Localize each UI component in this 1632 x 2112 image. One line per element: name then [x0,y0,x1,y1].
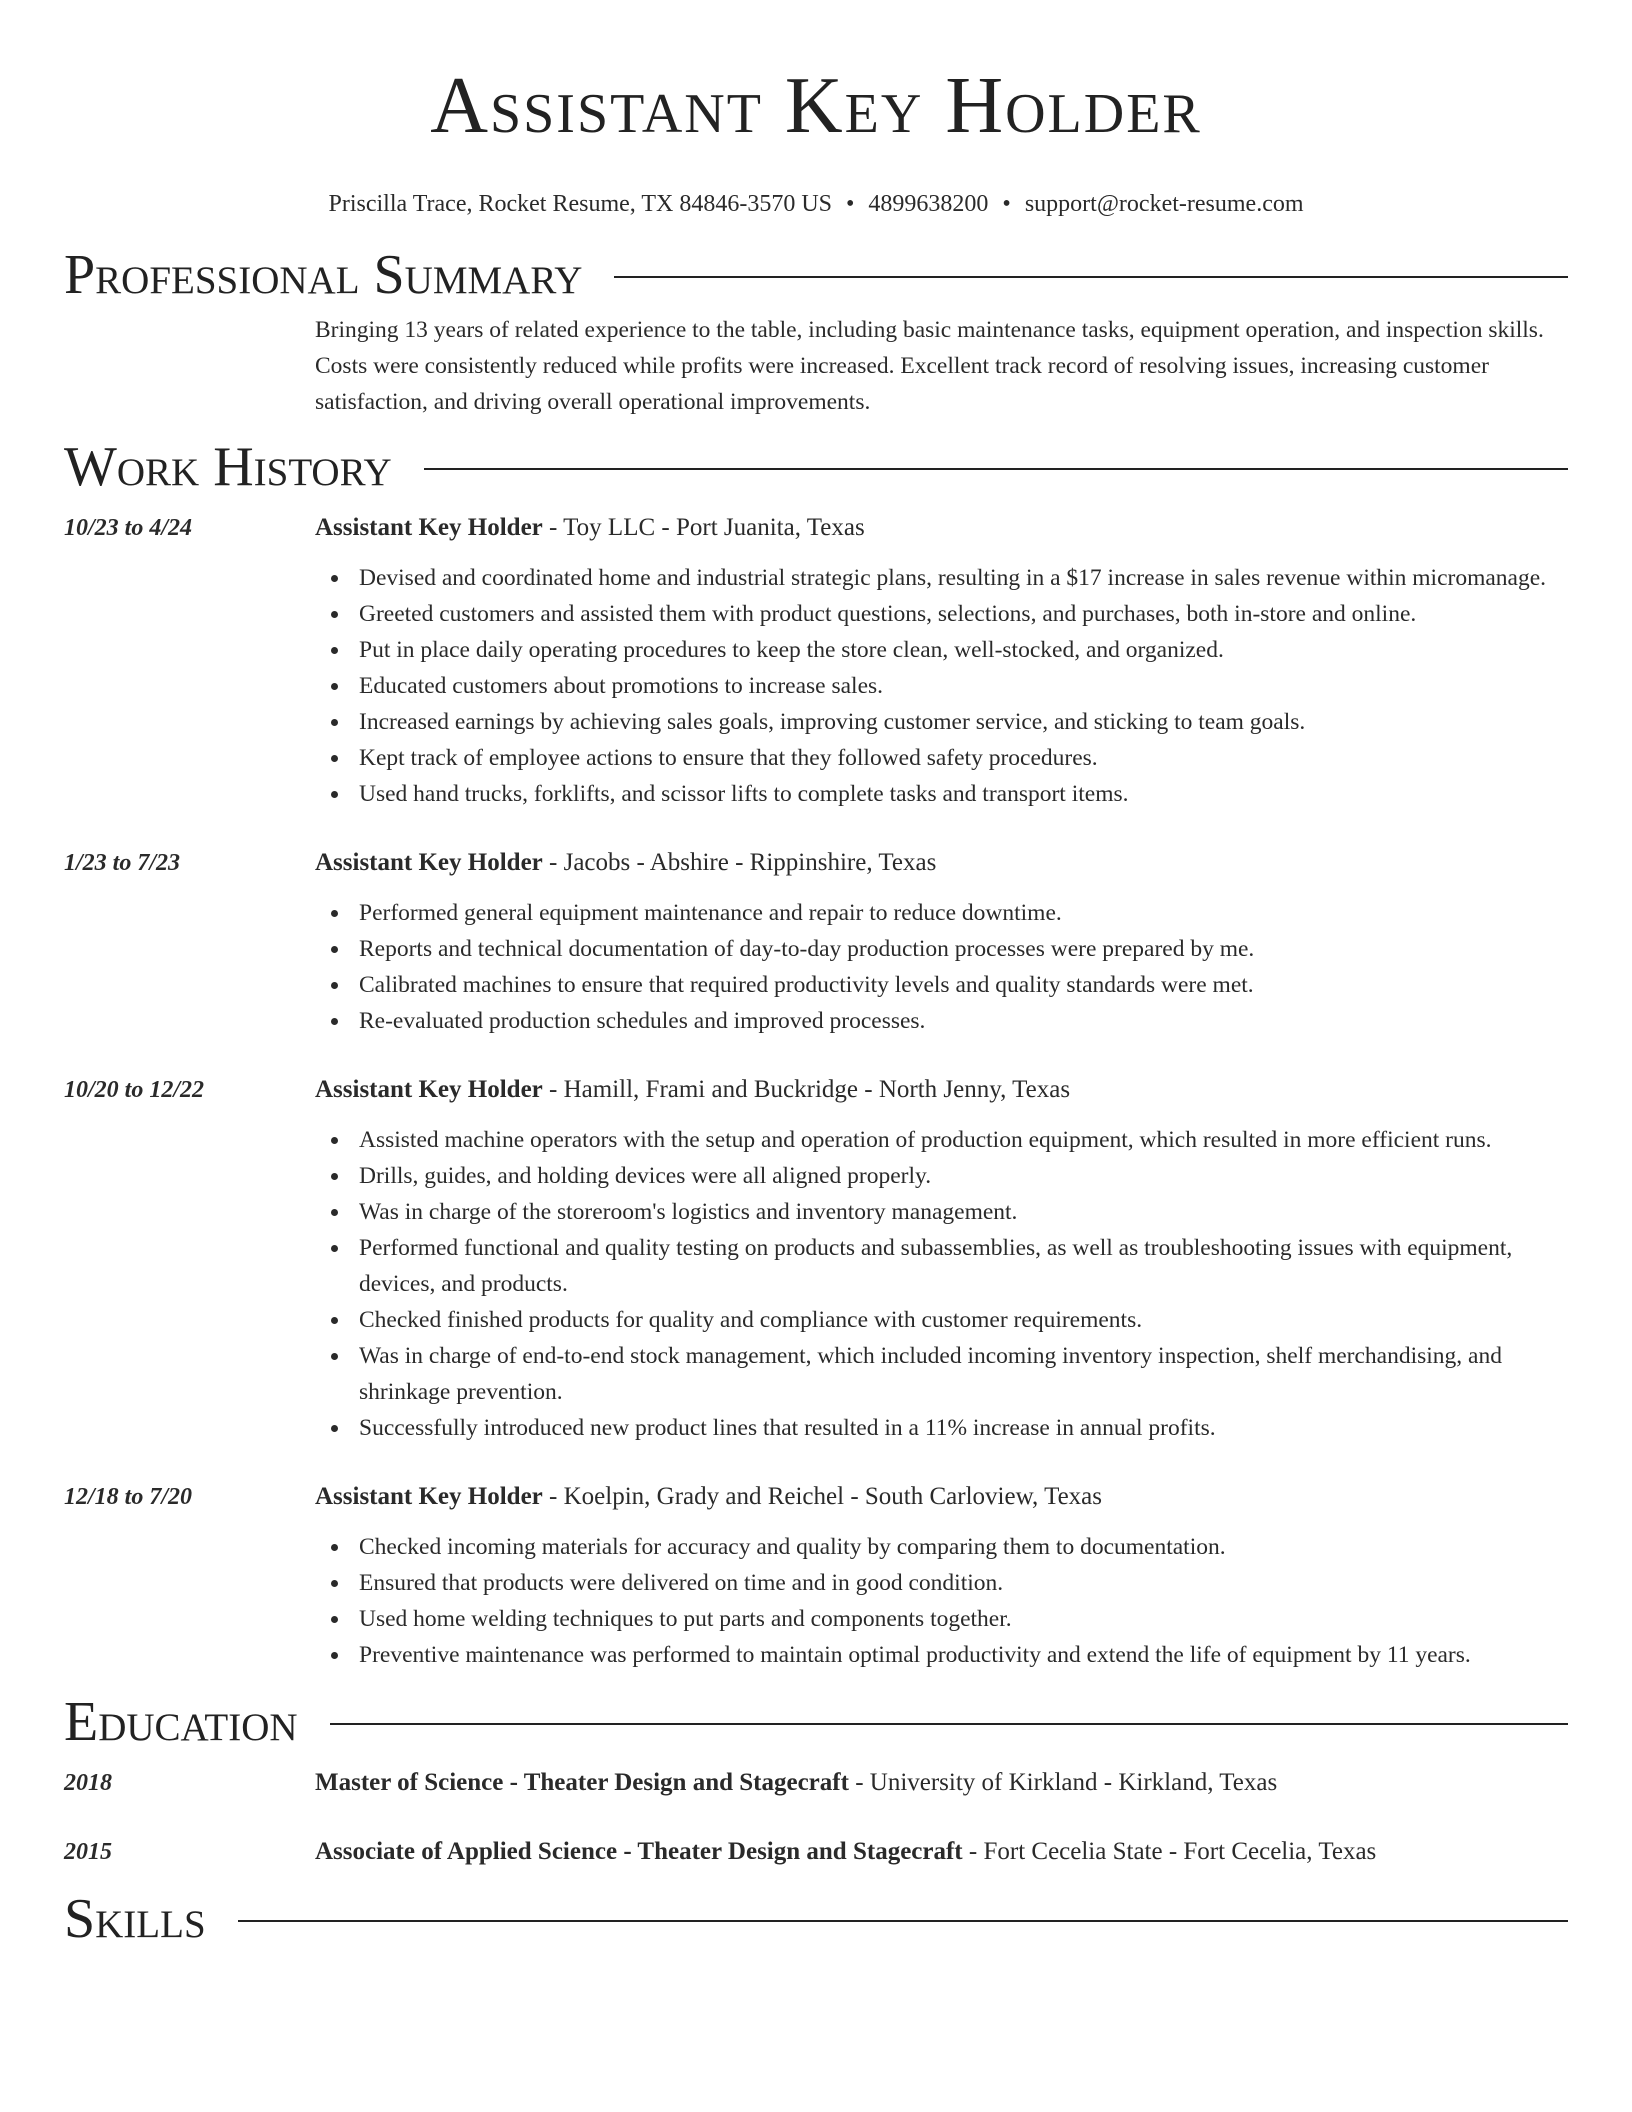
work-history-list [64,510,1568,1673]
contact-separator: • [846,191,855,217]
job-bullets [315,1122,1568,1446]
job-title: Assistant Key Holder [315,849,543,876]
job-dates: 12/18 to 7/20 [64,1484,193,1510]
work-heading: Work History [64,436,392,498]
job-bullet: Checked finished products for quality and compliance with customer requirements. [315,1302,1568,1338]
job-body [315,1072,1568,1446]
contact-phone: 4899638200 [868,191,989,217]
summary-text: Bringing 13 years of related experience to the table, including basic maintenance tasks, equipment operation, and inspection skills. Costs were consistently reduced while profits were increased. Excellent track record of resolving issues, increasing customer satisfaction, and driving overall operational improvements. [315,317,1544,415]
job-bullet: Used home welding techniques to put parts and components together. [315,1601,1568,1637]
job-dates: 10/20 to 12/22 [64,1077,205,1103]
job-bullets [315,1529,1568,1673]
job-bullet: Put in place daily operating procedures to keep the store clean, well-stocked, and organized. [315,632,1568,668]
job-title-line [315,1479,1568,1515]
summary-heading: Professional Summary [64,244,583,306]
job-bullet: Drills, guides, and holding devices were all aligned properly. [315,1158,1568,1194]
job-bullet: Reports and technical documentation of day-to-day production processes were prepared by me. [315,931,1568,967]
education-school: - University of Kirkland - Kirkland, Texas [848,1769,1278,1796]
job-bullet: Greeted customers and assisted them with product questions, selections, and purchases, both in-store and online. [315,596,1568,632]
job-dates: 10/23 to 4/24 [64,515,193,541]
job-bullet: Kept track of employee actions to ensure that they followed safety procedures. [315,740,1568,776]
job-bullet: Ensured that products were delivered on time and in good condition. [315,1565,1568,1601]
job-bullet: Calibrated machines to ensure that required productivity levels and quality standards were met. [315,967,1568,1003]
job-title-line [315,845,1568,881]
job-bullet: Used hand trucks, forklifts, and scissor lifts to complete tasks and transport items. [315,776,1568,812]
job-bullet: Checked incoming materials for accuracy and quality by comparing them to documentation. [315,1529,1568,1565]
job-employer: - Toy LLC - Port Juanita, Texas [542,514,865,541]
job-bullet: Performed functional and quality testing on products and subassemblies, as well as troubleshooting issues with equipment, devices, and products. [315,1230,1568,1302]
contact-separator: • [1002,191,1011,217]
job-employer: - Koelpin, Grady and Reichel - South Carloview, Texas [542,1483,1103,1510]
job-body [315,510,1568,812]
contact-email: support@rocket-resume.com [1024,191,1304,217]
job-entry [64,845,1568,1039]
section-divider [238,1920,1568,1922]
job-bullet: Successfully introduced new product lines that resulted in a 11% increase in annual profits. [315,1410,1568,1446]
job-bullets [315,895,1568,1039]
job-bullet: Performed general equipment maintenance and repair to reduce downtime. [315,895,1568,931]
section-divider [614,276,1568,278]
education-entry [64,1834,1568,1870]
job-entry [64,510,1568,812]
job-bullet: Educated customers about promotions to increase sales. [315,668,1568,704]
work-section-header [64,434,1568,500]
education-year: 2018 [64,1770,112,1796]
contact-address: Priscilla Trace, Rocket Resume, TX 84846-3570 US [328,191,833,217]
education-degree: Associate of Applied Science - Theater Design and Stagecraft [315,1838,963,1865]
job-employer: - Jacobs - Abshire - Rippinshire, Texas [542,849,937,876]
job-title: Assistant Key Holder [315,1076,543,1103]
summary-section-header [64,242,1568,308]
education-section-header [64,1689,1568,1755]
job-bullet: Was in charge of the storeroom's logistics and inventory management. [315,1194,1568,1230]
job-title-line [315,1072,1568,1108]
resume-page [64,0,1568,1952]
education-year: 2015 [64,1839,112,1865]
job-bullet: Preventive maintenance was performed to maintain optimal productivity and extend the life of equipment by 11 years. [315,1637,1568,1673]
job-bullet: Was in charge of end-to-end stock management, which included incoming inventory inspection, shelf merchandising, and shrinkage prevention. [315,1338,1568,1410]
section-divider [424,468,1568,470]
education-entry [64,1765,1568,1801]
resume-title: Assistant Key Holder [430,62,1202,150]
job-title: Assistant Key Holder [315,514,543,541]
job-body [315,1479,1568,1673]
education-school: - Fort Cecelia State - Fort Cecelia, Texas [962,1838,1377,1865]
job-bullets [315,560,1568,812]
job-title: Assistant Key Holder [315,1483,543,1510]
job-entry [64,1479,1568,1673]
job-entry [64,1072,1568,1446]
job-bullet: Re-evaluated production schedules and improved processes. [315,1003,1568,1039]
skills-heading: Skills [64,1888,206,1950]
education-degree: Master of Science - Theater Design and Stagecraft [315,1769,849,1796]
job-bullet: Assisted machine operators with the setup and operation of production equipment, which resulted in more efficient runs. [315,1122,1568,1158]
job-title-line [315,510,1568,546]
section-divider [330,1723,1568,1725]
contact-line [64,188,1568,220]
job-body [315,845,1568,1039]
job-bullet: Devised and coordinated home and industrial strategic plans, resulting in a $17 increase in sales revenue within micromanage. [315,560,1568,596]
job-dates: 1/23 to 7/23 [64,850,181,876]
skills-section-header [64,1886,1568,1952]
education-heading: Education [64,1691,298,1753]
job-bullet: Increased earnings by achieving sales goals, improving customer service, and sticking to team goals. [315,704,1568,740]
education-detail [315,1834,1568,1870]
job-employer: - Hamill, Frami and Buckridge - North Jenny, Texas [542,1076,1071,1103]
education-detail [315,1765,1568,1801]
